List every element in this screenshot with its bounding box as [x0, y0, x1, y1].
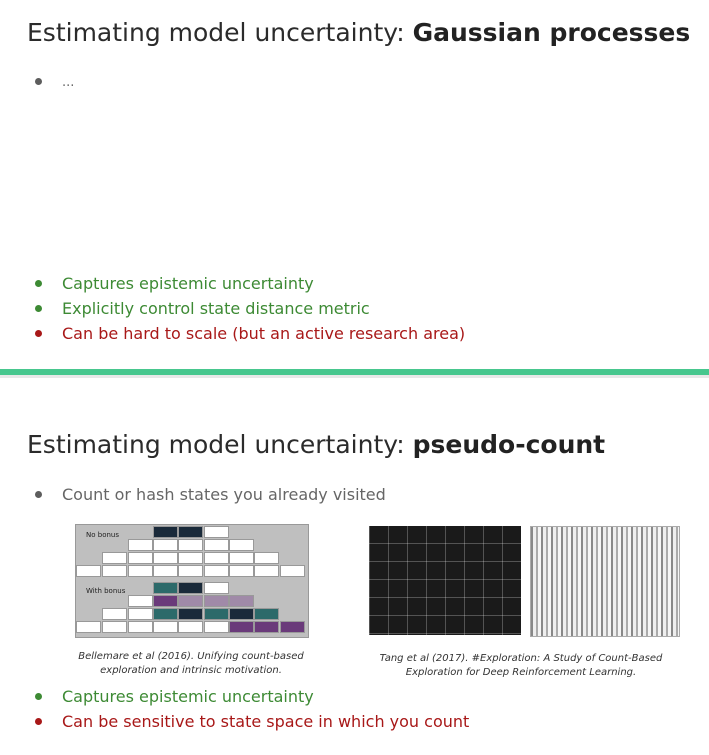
grid-label-with-bonus: With bonus — [86, 587, 126, 595]
caption-line: exploration and intrinsic motivation. — [100, 665, 282, 676]
hash-visualization-image — [530, 526, 680, 637]
grid-cell — [102, 552, 127, 564]
slide-divider — [0, 369, 709, 378]
bullet-text: Can be hard to scale (but an active research area) — [62, 324, 466, 343]
grid-cell — [128, 621, 153, 633]
bullet-dot-icon — [35, 305, 42, 312]
grid-cell — [229, 595, 254, 607]
grid-cell — [178, 526, 203, 538]
grid-cell — [102, 565, 127, 577]
bullet-text: Can be sensitive to state space in which you count — [62, 712, 470, 731]
grid-cell — [178, 621, 203, 633]
grid-cell — [153, 595, 178, 607]
grid-cell — [178, 595, 203, 607]
grid-cell — [153, 526, 178, 538]
slide1-bullet-3 — [35, 324, 465, 344]
atari-frames-image — [369, 526, 521, 635]
grid-panel-no-bonus — [76, 525, 308, 581]
grid-cell — [102, 608, 127, 620]
bullet-dot-icon — [35, 280, 42, 287]
slide1-placeholder-bullet — [35, 73, 74, 93]
grid-cell — [254, 621, 279, 633]
bullet-dot-icon — [35, 330, 42, 337]
slide1-bullet-2 — [35, 299, 370, 319]
grid-cell — [128, 539, 153, 551]
slide2-intro-bullet — [35, 485, 386, 505]
figure-right-caption — [363, 652, 679, 680]
grid-cell — [178, 608, 203, 620]
placeholder-text: ... — [62, 75, 75, 90]
grid-cell — [254, 608, 279, 620]
grid-cell — [204, 595, 229, 607]
grid-cell — [280, 621, 305, 633]
bullet-dot-icon — [35, 718, 42, 725]
slide2-title-bold: pseudo-count — [412, 430, 606, 459]
grid-cell — [204, 539, 229, 551]
caption-line: Exploration for Deep Reinforcement Learning. — [405, 667, 637, 678]
grid-cell — [204, 608, 229, 620]
slide1-title-bold: Gaussian processes — [412, 18, 691, 47]
slide2-bullet-1 — [35, 687, 314, 707]
slide1-title-prefix: Estimating model uncertainty: — [27, 18, 413, 47]
grid-cell — [204, 552, 229, 564]
grid-panel-with-bonus — [76, 581, 308, 637]
caption-line: Bellemare et al (2016). Unifying count-based — [78, 651, 304, 662]
grid-cell — [280, 565, 305, 577]
grid-cell — [153, 552, 178, 564]
grid-cell — [153, 582, 178, 594]
grid-cell — [204, 565, 229, 577]
figure-left-caption — [66, 650, 316, 678]
slide2-title — [27, 430, 605, 459]
caption-line: Tang et al (2017). #Exploration: A Study of Count-Based — [379, 653, 663, 664]
bullet-dot-icon — [35, 693, 42, 700]
grid-label-no-bonus: No bonus — [86, 531, 119, 539]
slide2-title-prefix: Estimating model uncertainty: — [27, 430, 413, 459]
grid-cell — [76, 565, 101, 577]
slide1-title — [27, 18, 690, 47]
grid-cell — [229, 565, 254, 577]
grid-cell — [153, 608, 178, 620]
bullet-text: Explicitly control state distance metric — [62, 299, 370, 318]
grid-cell — [229, 552, 254, 564]
grid-cell — [229, 539, 254, 551]
grid-cell — [76, 621, 101, 633]
grid-cell — [128, 565, 153, 577]
grid-cell — [229, 621, 254, 633]
grid-cell — [178, 582, 203, 594]
grid-cell — [204, 582, 229, 594]
grid-cell — [128, 608, 153, 620]
bullet-dot-icon — [35, 491, 42, 498]
grid-cell — [153, 539, 178, 551]
grid-cell — [204, 526, 229, 538]
grid-cell — [178, 565, 203, 577]
slide-gaussian-processes — [0, 0, 709, 369]
gridworld-figure — [75, 524, 309, 638]
bullet-text: Count or hash states you already visited — [62, 485, 386, 504]
grid-cell — [102, 621, 127, 633]
grid-cell — [178, 539, 203, 551]
grid-cell — [229, 608, 254, 620]
grid-cell — [178, 552, 203, 564]
slide2-bullet-2 — [35, 712, 469, 732]
grid-cell — [128, 595, 153, 607]
grid-cell — [153, 565, 178, 577]
bullet-text: Captures epistemic uncertainty — [62, 274, 314, 293]
grid-cell — [204, 621, 229, 633]
grid-cell — [128, 552, 153, 564]
bullet-text: Captures epistemic uncertainty — [62, 687, 314, 706]
slide1-bullet-1 — [35, 274, 314, 294]
grid-cell — [254, 565, 279, 577]
bullet-dot-icon — [35, 78, 42, 85]
divider-accent-bar — [0, 369, 709, 375]
grid-cell — [153, 621, 178, 633]
grid-cell — [254, 552, 279, 564]
